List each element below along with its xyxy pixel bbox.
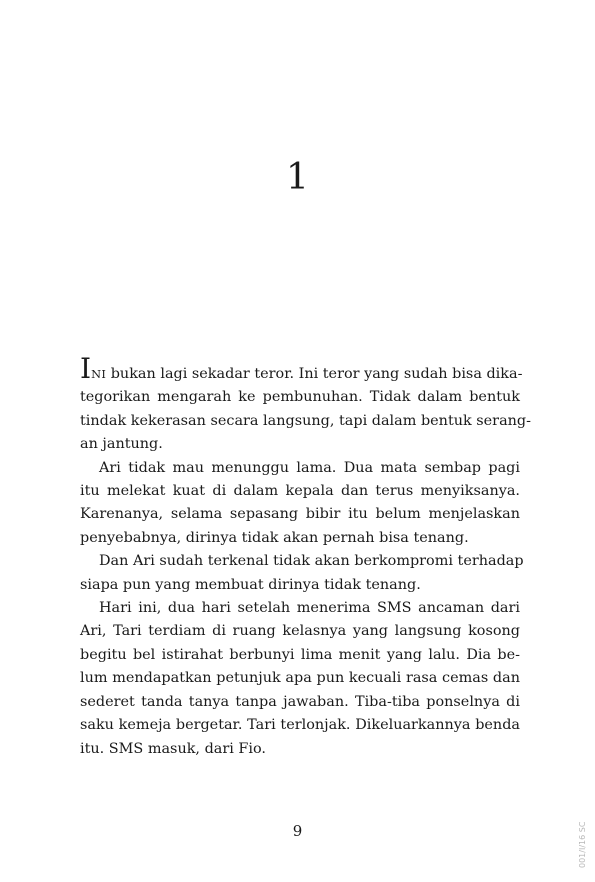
text-line: tegorikan mengarah ke pembunuhan. Tidak dalam bentuk	[80, 389, 520, 406]
text-line: Ari, Tari terdiam di ruang kelasnya yang langsung kosong	[80, 623, 520, 640]
text-line: an jantung.	[80, 436, 163, 453]
text-line: itu. SMS masuk, dari Fio.	[80, 740, 266, 757]
text-line: itu melekat kuat di dalam kepala dan terus menyiksanya.	[80, 483, 520, 500]
text-line: penyebabnya, dirinya tidak akan pernah bisa tenang.	[80, 529, 469, 546]
text-line: Hari ini, dua hari setelah menerima SMS ancaman dari	[99, 600, 520, 617]
text-line: saku kemeja bergetar. Tari terlonjak. Dikeluarkannya benda	[80, 717, 520, 734]
print-code: 001/I/16 SC	[578, 821, 587, 868]
text-line: begitu bel istirahat berbunyi lima menit yang lalu. Dia be-	[80, 646, 520, 663]
text-line: siapa pun yang membuat dirinya tidak tenang.	[80, 576, 421, 593]
text-line: lum mendapatkan petunjuk apa pun kecuali rasa cemas dan	[80, 670, 520, 687]
line-text: bukan lagi sekadar teror. Ini teror yang sudah bisa dika-	[106, 366, 523, 382]
drop-initial: I	[80, 352, 92, 385]
text-line: sederet tanda tanya tanpa jawaban. Tiba-tiba ponselnya di	[80, 693, 520, 710]
paragraph-1	[80, 352, 531, 457]
page-number: 9	[292, 822, 303, 840]
body-text	[80, 352, 531, 761]
text-line: Karenanya, selama sepasang bibir itu belum menjelaskan	[80, 506, 520, 523]
text-line: tindak kekerasan secara langsung, tapi dalam bentuk serang-	[80, 412, 531, 429]
text-line	[80, 352, 523, 386]
chapter-number: 1	[286, 157, 309, 198]
text-line: Ari tidak mau menunggu lama. Dua mata sembap pagi	[99, 459, 520, 476]
paragraph-3	[80, 550, 524, 597]
text-line: Dan Ari sudah terkenal tidak akan berkompromi terhadap	[99, 553, 524, 570]
paragraph-2	[80, 457, 520, 551]
paragraph-4	[80, 597, 520, 761]
smallcaps-opening: NI	[91, 367, 107, 381]
